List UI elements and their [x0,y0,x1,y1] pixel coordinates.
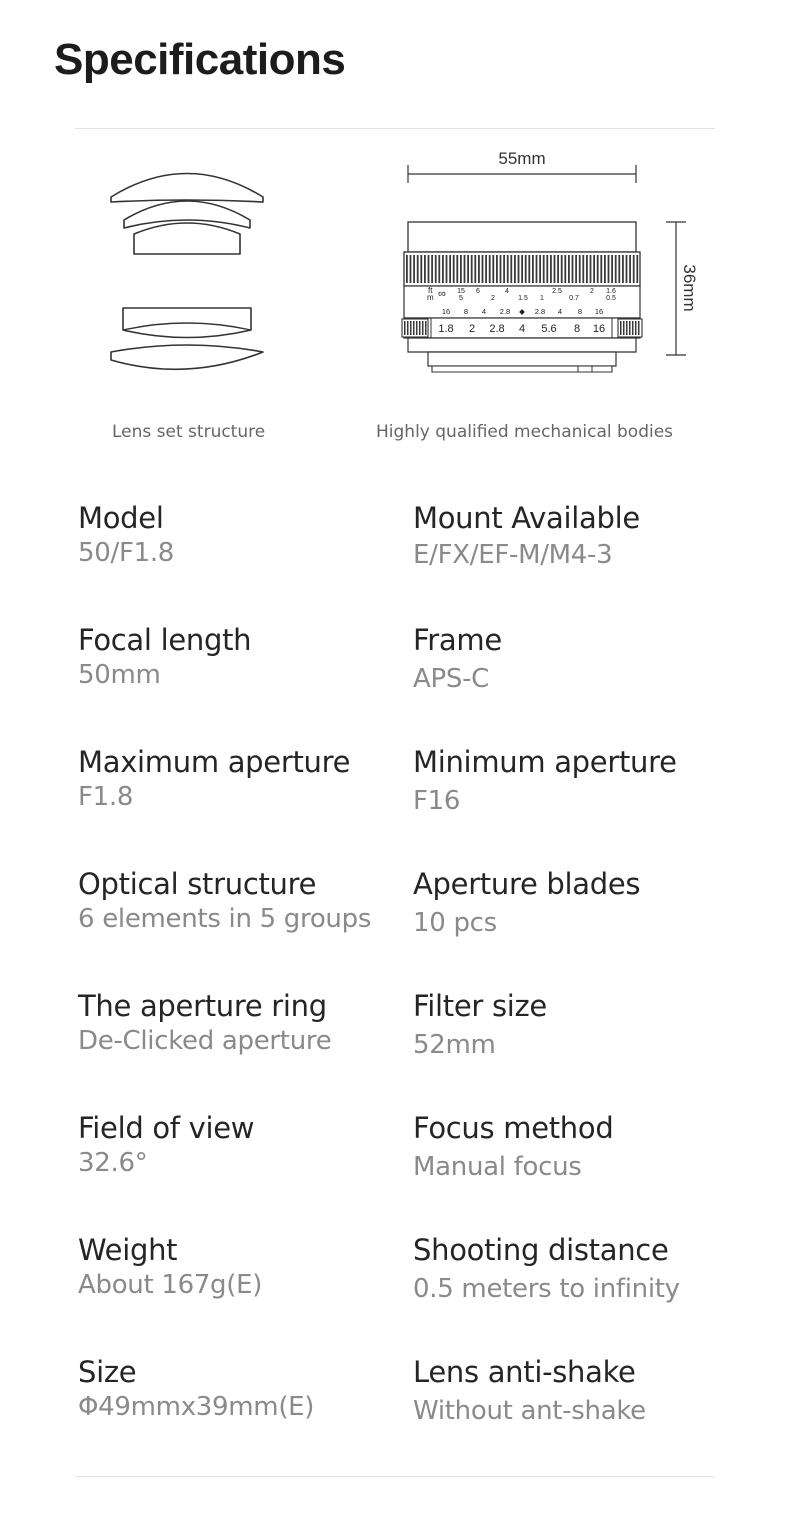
aperture-scale-value: 16 [592,323,606,335]
spec-lens-anti-shake [413,1354,733,1428]
focus-scale-ft-value: 1.6 [606,288,616,295]
spec-aperture-ring [78,988,398,1058]
focus-scale-ft-value: 4 [505,288,509,295]
spec-aperture-blades [413,866,733,940]
spec-value: De-Clicked aperture [78,1026,332,1056]
spec-value: 32.6° [78,1148,148,1178]
dof-scale-value: 2.8 [534,307,546,316]
spec-value: 50mm [78,660,161,690]
spec-value: 52mm [413,1030,496,1060]
spec-label: Mount Available [413,501,640,535]
aperture-scale-value: 2.8 [489,323,505,335]
dof-scale-value: 8 [577,307,583,316]
spec-value: 0.5 meters to infinity [413,1274,680,1304]
bottom-divider [75,1476,715,1477]
spec-label: Lens anti-shake [413,1355,636,1389]
focus-scale-ft-value: 2.5 [552,288,562,295]
spec-value: APS-C [413,664,490,694]
spec-label: Filter size [413,989,547,1023]
spec-minimum-aperture [413,744,733,818]
spec-value: E/FX/EF-M/M4-3 [413,540,613,570]
spec-label: Frame [413,623,502,657]
spec-label: Size [78,1355,137,1389]
spec-field-of-view [78,1110,398,1180]
spec-label: Focal length [78,623,252,657]
spec-value: F1.8 [78,782,134,812]
spec-value: Manual focus [413,1152,582,1182]
width-dimension: 55mm [498,149,546,168]
dof-scale-value: 4 [557,307,563,316]
aperture-scale-value: 2 [468,323,476,335]
focus-scale-m-label: m [427,293,434,302]
page-title: Specifications [54,35,346,84]
aperture-scale-value: 5.6 [541,323,557,335]
spec-label: Maximum aperture [78,745,351,779]
dof-scale-value: 16 [594,307,604,316]
spec-filter-size [413,988,733,1062]
spec-focus-method [413,1110,733,1184]
spec-value: Φ49mmx39mm(E) [78,1392,315,1422]
dof-scale-value: 2.8 [499,307,511,316]
lens-element-1 [111,174,263,203]
spec-maximum-aperture [78,744,398,814]
spec-label: Model [78,501,164,535]
spec-size [78,1354,398,1424]
mechanical-body-caption: Highly qualified mechanical bodies [376,422,674,442]
dof-scale-value: 4 [481,307,487,316]
dof-scale-value: 8 [463,307,469,316]
dof-scale-value: ◆ [519,307,525,316]
focus-scale-ft-value: 2 [590,288,594,295]
spec-model [78,500,398,570]
focus-scale-ft-value: 6 [476,288,480,295]
spec-label: Optical structure [78,867,317,901]
spec-focal-length [78,622,398,692]
lens-element-5 [111,345,263,369]
aperture-scale-value: 8 [573,323,581,335]
focus-scale-m-value: 0.7 [569,295,579,302]
spec-label: Shooting distance [413,1233,669,1267]
focus-scale-m-value: 0.5 [606,295,616,302]
focus-scale-m-value: 1.5 [518,295,528,302]
spec-label: Aperture blades [413,867,641,901]
lens-structure-caption: Lens set structure [112,422,266,442]
spec-value: Without ant-shake [413,1396,646,1426]
spec-label: Weight [78,1233,178,1267]
spec-value: 10 pcs [413,908,497,938]
focus-scale-m-value: 1 [540,295,544,302]
spec-value: About 167g(E) [78,1270,263,1300]
dof-scale-value: 16 [441,307,451,316]
spec-shooting-distance [413,1232,733,1306]
focus-scale-ft-label: ft [428,286,433,295]
aperture-scale-value: 1.8 [438,323,454,335]
focus-scale-infinity: ∞ [438,288,446,300]
spec-value: F16 [413,786,461,816]
spec-label: Minimum aperture [413,745,677,779]
spec-frame [413,622,733,696]
spec-value: 6 elements in 5 groups [78,904,372,934]
spec-value: 50/F1.8 [78,538,175,568]
lens-body-diagram [380,128,710,388]
lens-structure-diagram [0,128,300,388]
spec-label: Field of view [78,1111,255,1145]
spec-weight [78,1232,398,1302]
focus-scale-m-value: 2 [491,295,495,302]
spec-label: The aperture ring [78,989,327,1023]
focus-scale-ft-value: 15 [457,288,465,295]
aperture-scale-value: 4 [518,323,526,335]
focus-scale-m-value: 5 [459,295,463,302]
height-dimension: 36mm [680,264,699,312]
lens-element-3 [134,223,240,254]
spec-mount-available [413,500,733,572]
spec-label: Focus method [413,1111,614,1145]
spec-optical-structure [78,866,398,936]
